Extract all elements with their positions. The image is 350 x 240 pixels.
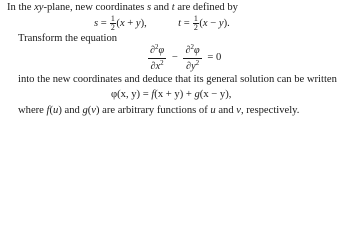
s-plus: + <box>124 17 136 29</box>
s-half-fraction <box>110 15 116 32</box>
t-equals: = <box>181 17 193 29</box>
term2-partial: ∂ <box>185 45 191 56</box>
term1-numerator <box>148 44 166 58</box>
s-lhs: s <box>94 17 99 29</box>
term1-denominator <box>148 58 166 73</box>
solution-plus: + <box>183 89 195 100</box>
intro-line <box>7 3 238 14</box>
final-line <box>18 106 299 117</box>
definitions-line <box>94 15 230 32</box>
term1-phi: φ <box>158 45 165 56</box>
s-paren-open: ( <box>116 17 120 29</box>
deduce-line: into the new coordinates and deduce that its general solution can be written <box>18 74 337 85</box>
term1-x: x <box>155 60 161 72</box>
solution-lhs: φ(x, y) = <box>111 89 152 100</box>
term2-phi: φ <box>194 45 200 56</box>
final-text-7: , respectively. <box>240 105 300 116</box>
t-minus: − <box>207 17 219 29</box>
s-var: s <box>147 2 152 13</box>
term1-den-exp: 2 <box>160 58 164 67</box>
final-g: g <box>82 105 88 116</box>
t-var: t <box>171 2 175 13</box>
term2-den-exp: 2 <box>195 58 200 67</box>
final-text-4: ( <box>87 105 92 116</box>
final-u2: u <box>210 105 216 116</box>
term2-num-exp: 2 <box>190 43 195 51</box>
solution-g-arg: (x − y), <box>199 89 232 100</box>
final-text-3: ) and <box>58 105 83 116</box>
t-frac-den: 2 <box>193 23 198 32</box>
term2-y: y <box>191 60 196 72</box>
term1-partial: ∂ <box>150 45 156 56</box>
intro-and: and <box>151 2 172 13</box>
final-text-5: ) are arbitrary functions of <box>95 105 211 116</box>
transform-line: Transform the equation <box>18 33 118 44</box>
final-f: f <box>46 105 50 116</box>
s-frac-den: 2 <box>110 23 115 32</box>
final-text-6: and <box>215 105 237 116</box>
term2-numerator <box>183 44 201 58</box>
s-y: y <box>135 17 141 29</box>
s-equals: = <box>98 17 110 29</box>
final-text-1: where <box>18 105 47 116</box>
t-x: x <box>202 17 208 29</box>
t-paren-close: ). <box>223 17 230 29</box>
solution-f: f <box>151 89 155 100</box>
term1-den-partial: ∂ <box>150 60 156 72</box>
t-half-fraction <box>193 15 199 32</box>
t-y: y <box>218 17 224 29</box>
s-paren-close: ), <box>140 17 147 29</box>
solution-g: g <box>194 89 200 100</box>
solution-f-arg: (x + y) <box>154 89 184 100</box>
d2phi-dx2-fraction <box>148 44 166 72</box>
t-paren-open: ( <box>199 17 203 29</box>
pde-equals-zero: = 0 <box>207 51 222 63</box>
final-text-2: ( <box>49 105 54 116</box>
xy-var: xy <box>34 2 44 13</box>
pde-minus: − <box>171 51 178 63</box>
intro-text-3: are defined by <box>174 2 238 13</box>
term2-den-partial: ∂ <box>186 60 192 72</box>
s-x: x <box>119 17 125 29</box>
t-lhs: t <box>178 17 182 29</box>
intro-text-1: In the <box>7 2 35 13</box>
final-v2: v <box>236 105 241 116</box>
t-frac-num: 1 <box>193 14 198 23</box>
term1-num-exp: 2 <box>155 43 159 51</box>
final-v: v <box>91 105 96 116</box>
s-frac-num: 1 <box>110 14 115 23</box>
pde-equation <box>148 44 221 72</box>
term2-denominator <box>183 58 201 73</box>
intro-text-2: -plane, new coordinates <box>43 2 148 13</box>
d2phi-dy2-fraction <box>183 44 201 72</box>
final-u: u <box>53 105 59 116</box>
solution-line <box>111 90 231 101</box>
